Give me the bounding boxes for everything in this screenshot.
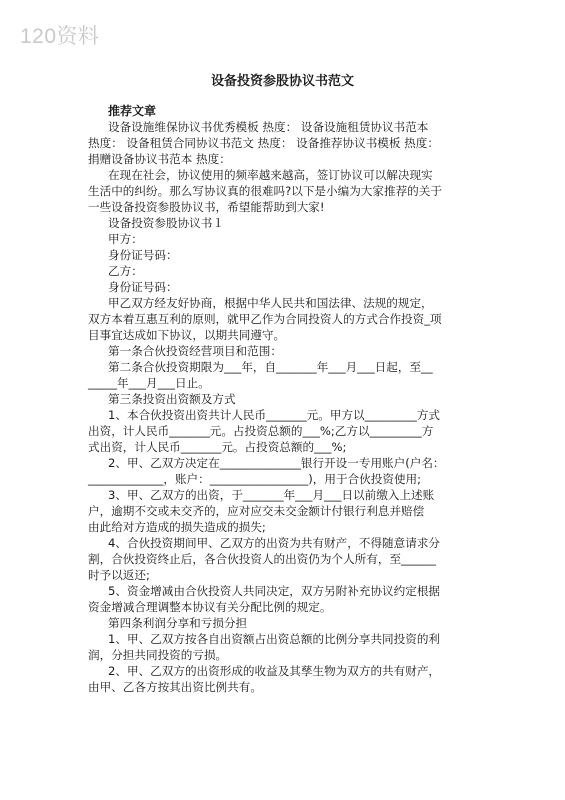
paragraph-line: 设备投资参股协议书１ xyxy=(108,216,224,230)
document-title: 设备投资参股协议书范文 xyxy=(210,74,354,89)
paragraph-line: 甲方： xyxy=(108,232,143,246)
paragraph-line: 第一条合伙投资经营项目和范围： xyxy=(108,344,282,358)
paragraph-line: 5、资金增减由合伙投资人共同决定，双方另附补充协议约定根据 xyxy=(108,584,441,598)
paragraph-line: 第三条投资出资额及方式 xyxy=(108,392,236,406)
paragraph-line: _____________，账户：_________________)，用于合伙投资使用; xyxy=(88,472,422,486)
section-heading-recommended: 推荐文章 xyxy=(108,104,157,118)
watermark: 120资料 xyxy=(20,25,100,48)
paragraph-line: 1、本合伙投资出资共计人民币_______元。甲方以_________方式 xyxy=(108,408,441,422)
paragraph-line: 1、甲、乙双方按各自出资额占出资总额的比例分享共同投资的利 xyxy=(108,632,441,646)
paragraph-line: 由甲、乙各方按其出资比例共有。 xyxy=(88,680,262,694)
paragraph-line: 甲乙双方经友好协商，根据中华人民共和国法律、法规的规定， xyxy=(108,296,433,310)
paragraph-line: 双方本着互惠互利的原则，就甲乙作为合同投资人的方式合作投资_项 xyxy=(88,312,442,326)
paragraph-line: 生活中的纠纷。那么写协议真的很难吗?以下是小编为大家推荐的关于 xyxy=(88,184,442,198)
paragraph-line: 第二条合伙投资期限为___年，自_______年___月___日起，至__ xyxy=(108,360,433,374)
paragraph-line: _____年___月___日止。 xyxy=(88,376,210,390)
paragraph-line: 设备设施维保协议书优秀模板 热度： 设备设施租赁协议书范本 xyxy=(108,120,429,134)
paragraph-line: 3、甲、乙双方的出资，于_______年___月___日以前缴入上述账 xyxy=(108,488,435,502)
paragraph-line: 时予以返还; xyxy=(88,568,150,582)
paragraph-line: 2、甲、乙双方的出资形成的收益及其孳生物为双方的共有财产， xyxy=(108,664,441,678)
paragraph-line: 身份证号码： xyxy=(108,248,178,262)
paragraph-line: 由此给对方造成的损失造成的损失; xyxy=(88,520,266,534)
paragraph-line: 一些设备投资参股协议书，希望能帮助到大家! xyxy=(88,200,325,214)
paragraph-line: 身份证号码： xyxy=(108,280,178,294)
paragraph-line: 4、合伙投资期间甲、乙双方的出资为共有财产，不得随意请求分 xyxy=(108,536,441,550)
paragraph-line: 资金增减合理调整本协议有关分配比例的规定。 xyxy=(88,600,332,614)
paragraph-line: 在现在社会，协议使用的频率越来越高，签订协议可以解决现实 xyxy=(108,168,433,182)
paragraph-line: 割，合伙投资终止后，各合伙投资人的出资仍为个人所有，至______ xyxy=(88,552,436,566)
paragraph-line: 户，逾期不交或未交齐的，应对应交未交金额计付银行利息并赔偿 xyxy=(88,504,425,518)
paragraph-line: 第四条利润分享和亏损分担 xyxy=(108,616,248,630)
paragraph-line: 式出资，计人民币_______元。占投资总额的___%; xyxy=(88,440,347,454)
paragraph-line: 2、甲、乙双方决定在______________银行开设一专用账户(户名： xyxy=(108,456,445,470)
paragraph-line: 出资，计人民币_______元。占投资总额的___%;乙方以_________方 xyxy=(88,424,434,438)
paragraph-line: 润，分担共同投资的亏损。 xyxy=(88,648,228,662)
paragraph-line: 乙方： xyxy=(108,264,143,278)
paragraph-line: 目事宜达成如下协议，以期共同遵守。 xyxy=(88,328,286,342)
paragraph-line: 捐赠设备协议书范本 热度： xyxy=(88,152,231,166)
paragraph-line: 热度： 设备租赁合同协议书范文 热度： 设备推荐协议书模板 热度： xyxy=(88,136,439,150)
